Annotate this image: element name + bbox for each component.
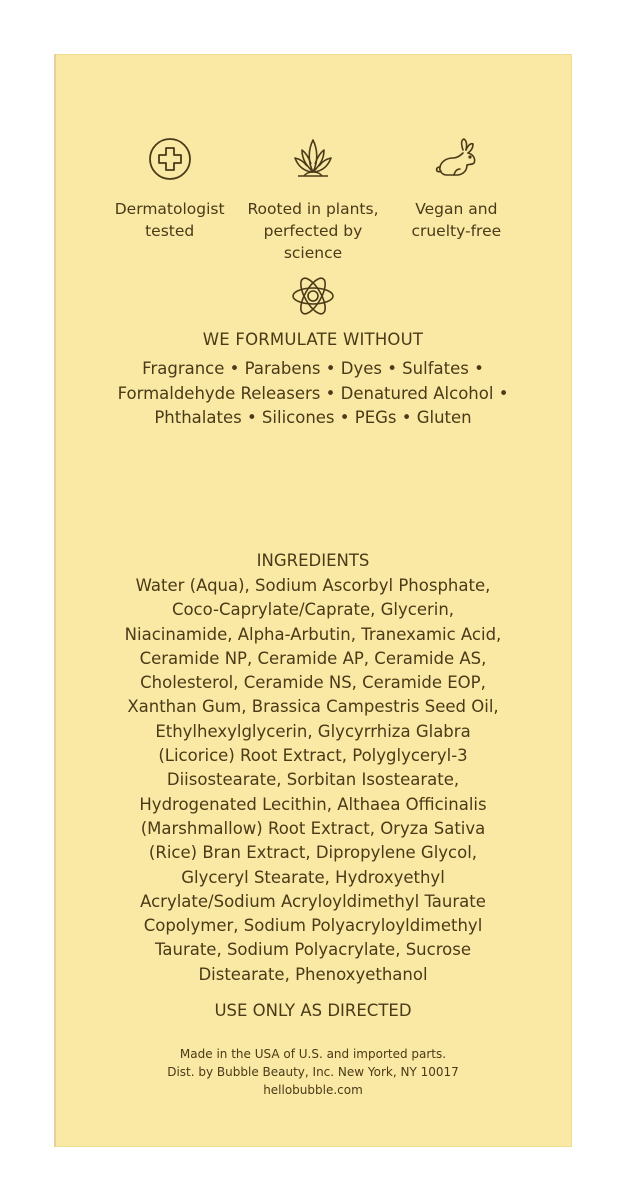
ingredients-line: Coco-Caprylate/Caprate, Glycerin, [171, 600, 455, 620]
ingredients-line: Glyceryl Stearate, Hydroxyethyl [181, 867, 445, 887]
formulate-line: Formaldehyde Releasers • Denatured Alcohol • [117, 383, 509, 403]
ingredients-line: Ceramide NP, Ceramide AP, Ceramide AS, [139, 648, 487, 668]
rabbit-icon [433, 136, 479, 182]
ingredients-line: Diisostearate, Sorbitan Isostearate, [166, 770, 460, 790]
claim-plants [241, 136, 384, 264]
manufacturer-info [54, 1045, 572, 1099]
atom-icon [290, 273, 336, 319]
ingredients-line: Cholesterol, Ceramide NS, Ceramide EOP, [140, 673, 486, 693]
made-in-text: Made in the USA of U.S. and imported parts. [179, 1047, 447, 1061]
formulate-without-list [54, 357, 572, 431]
website-text: hellobubble.com [263, 1083, 363, 1097]
ingredients-title: INGREDIENTS [256, 551, 370, 570]
ingredients-list [84, 574, 542, 987]
product-box-panel [54, 54, 572, 1147]
ingredients-line: Ethylhexylglycerin, Glycyrrhiza Glabra [155, 721, 471, 741]
ingredients-line: Copolymer, Sodium Polyacryloyldimethyl [143, 916, 483, 936]
ingredients-line: Niacinamide, Alpha-Arbutin, Tranexamic Acid, [124, 624, 502, 644]
claim-vegan [385, 136, 528, 264]
ingredients-line: Xanthan Gum, Brassica Campestris Seed Oil, [127, 697, 499, 717]
ingredients-line: Hydrogenated Lecithin, Althaea Officinalis [139, 794, 487, 814]
formulate-line: Phthalates • Silicones • PEGs • Gluten [154, 408, 472, 427]
claims-row [54, 136, 572, 264]
ingredients-line: (Rice) Bran Extract, Dipropylene Glycol, [148, 843, 478, 863]
ingredients-line: Acrylate/Sodium Acryloyldimethyl Taurate [140, 891, 486, 911]
claim-label: Dermatologist tested [114, 200, 225, 240]
claim-label: Vegan and cruelty-free [411, 200, 502, 240]
plant-leaves-icon [290, 136, 336, 182]
formulate-line: Fragrance • Parabens • Dyes • Sulfates • [142, 359, 484, 378]
ingredients-line: Taurate, Sodium Polyacrylate, Sucrose [155, 940, 471, 960]
ingredients-line: Water (Aqua), Sodium Ascorbyl Phosphate, [135, 576, 491, 595]
distributor-text: Dist. by Bubble Beauty, Inc. New York, NY 10017 [167, 1065, 459, 1079]
medical-cross-icon [147, 136, 193, 182]
directions-text: USE ONLY AS DIRECTED [214, 1001, 412, 1020]
ingredients-line: (Licorice) Root Extract, Polyglyceryl-3 [158, 746, 468, 766]
claim-label: Rooted in plants, perfected by science [247, 200, 379, 262]
ingredients-line: (Marshmallow) Root Extract, Oryza Sativa [140, 818, 486, 838]
formulate-without-title: WE FORMULATE WITHOUT [202, 330, 424, 349]
claim-dermatologist [98, 136, 241, 264]
ingredients-line: Distearate, Phenoxyethanol [198, 964, 428, 984]
